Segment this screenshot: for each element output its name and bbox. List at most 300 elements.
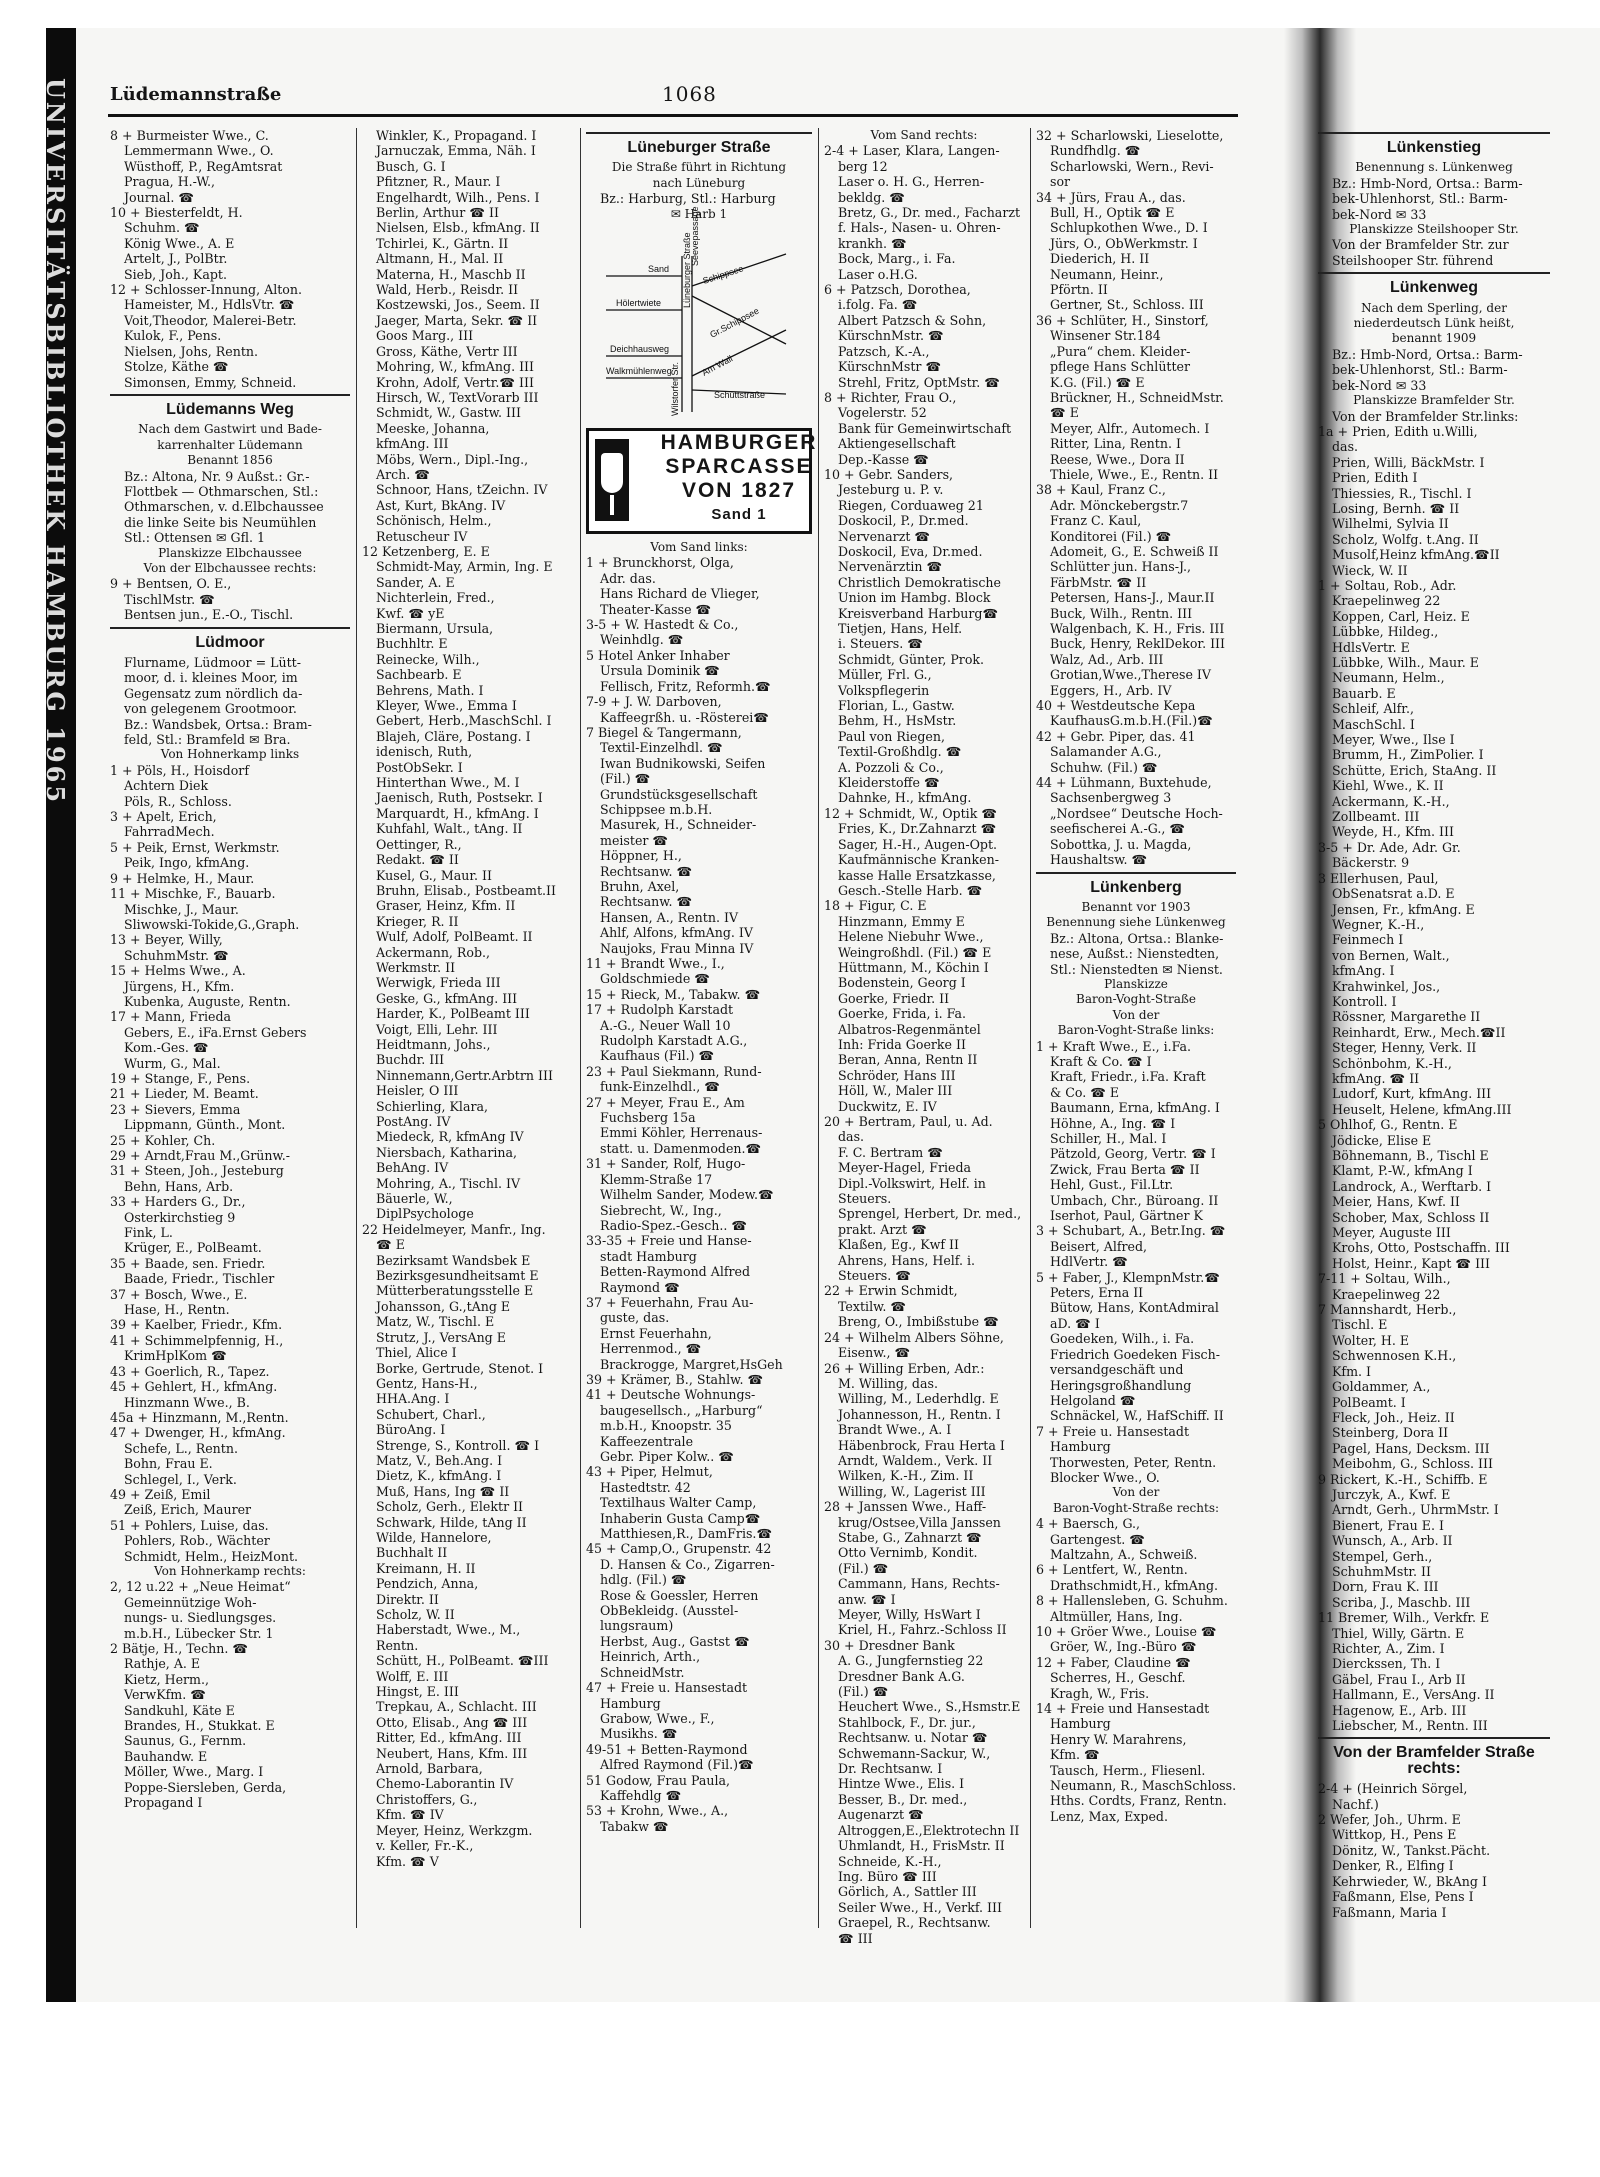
directory-line: Scharlowski, Wern., Revi- [1050, 158, 1214, 174]
directory-line: Krohs, Otto, Postschaffn. III [1332, 1240, 1510, 1256]
directory-line: Haberstadt, Wwe., M., [376, 1622, 521, 1638]
directory-line: Steuers. [838, 1191, 892, 1207]
directory-line: 22 + Erwin Schmidt, [824, 1283, 958, 1299]
directory-line: Eisenw., ☎ [838, 1345, 911, 1361]
directory-line: Pöls, R., Schloss. [124, 793, 232, 809]
directory-line: Dahnke, H., kfmAng. [838, 790, 972, 806]
directory-line: lungsraum) [600, 1618, 674, 1634]
directory-line: Bull, H., Optik ☎ E [1050, 205, 1175, 221]
directory-line: Fellisch, Fritz, Reformh.☎ [600, 678, 771, 694]
directory-line: Willing, M., Lederhdlg. E [838, 1391, 999, 1407]
directory-line: Konditorei (Fil.) ☎ [1050, 528, 1172, 544]
directory-line: Schönbohm, K.-H., [1332, 1055, 1452, 1071]
directory-line: Niersbach, Katharina, [376, 1144, 517, 1160]
directory-line: Voit,Theodor, Malerei-Betr. [124, 312, 297, 328]
directory-line: Prien, Willi, BäckMstr. I [1332, 454, 1485, 470]
directory-line: Chemo-Laborantin IV [376, 1776, 514, 1792]
directory-line: Baade, Friedr., Tischler [124, 1271, 275, 1287]
directory-line: Meyer, Willy, HsWart I [838, 1607, 981, 1622]
directory-line: Kontroll. I [1332, 993, 1397, 1009]
directory-line: Bretz, G., Dr. med., Facharzt [838, 205, 1021, 221]
directory-line: baugesellsch., „Harburg“ [600, 1402, 763, 1418]
directory-line: Schütt, H., PolBeamt. ☎III [376, 1653, 549, 1669]
directory-line: Goos Marg., III [376, 328, 474, 344]
directory-line: 49 + Zeiß, Emil [110, 1486, 211, 1502]
directory-line: Matz, W., Tischl. E [376, 1314, 495, 1330]
directory-line: Ast, Kurt, BkAng. IV [376, 497, 506, 513]
directory-line: Kehrwieder, W., BkAng I [1332, 1873, 1487, 1889]
directory-line: Jarnuczak, Emma, Näh. I [376, 143, 536, 159]
directory-line: krug/Ostsee,Villa Janssen [838, 1514, 1001, 1530]
directory-line: meister ☎ [600, 832, 669, 848]
header-rule [108, 114, 1238, 117]
directory-line: Sander, A. E [376, 574, 455, 590]
map-label: Deichhausweg [610, 344, 670, 355]
directory-line: Heuselt, Helene, kfmAng.III [1332, 1101, 1512, 1117]
directory-line: Hamburg [600, 1695, 661, 1711]
directory-line: Zwick, Frau Berta ☎ II [1050, 1161, 1200, 1177]
directory-line: Willing, W., Lagerist III [838, 1483, 986, 1499]
directory-line: Hastedtstr. 42 [600, 1479, 691, 1495]
directory-line: Dep.-Kasse ☎ [838, 451, 929, 467]
directory-line: 17 + Mann, Frieda [110, 1009, 232, 1025]
directory-line: 13 + Beyer, Willy, [110, 932, 223, 948]
directory-line: Christoffers, G., [376, 1791, 478, 1807]
directory-line: Wieck, W. II [1332, 562, 1408, 578]
directory-line: Wolter, H. E [1332, 1332, 1410, 1348]
directory-line: Schnoor, Hans, tZeichn. IV [376, 482, 548, 498]
directory-line: Kubenka, Auguste, Rentn. [124, 993, 291, 1009]
directory-line: Sobottka, J. u. Magda, [1050, 836, 1192, 852]
directory-line: 8 + Richter, Frau O., [824, 389, 957, 405]
directory-line: Adr. das. [600, 570, 656, 586]
directory-line: ObSenatsrat a.D. E [1332, 886, 1455, 902]
directory-line: Liebscher, M., Rentn. III [1332, 1718, 1488, 1734]
directory-line: Gartengest. ☎ [1050, 1531, 1145, 1547]
directory-line: Pätzold, Georg, Vertr. ☎ I [1050, 1146, 1216, 1162]
directory-line: Landrock, A., Werftarb. I [1332, 1178, 1492, 1194]
directory-line: Bruhn, Axel, [600, 878, 680, 894]
directory-line: Schmidt-May, Armin, Ing. E [376, 559, 553, 575]
directory-line: KaufhausG.m.b.H.(Fil.)☎ [1050, 713, 1213, 729]
directory-line: Hüttmann, M., Köchin I [838, 959, 989, 975]
street-note: Baron-Voght-Straße [1076, 992, 1196, 1007]
directory-line: Mischke, J., Maur. [124, 901, 239, 917]
directory-line: Schmidt, W., Gastw. III [376, 405, 521, 421]
map-label: Wilstorfer Str. [670, 362, 680, 417]
directory-line: 35 + Baade, sen. Friedr. [110, 1255, 266, 1271]
directory-line: Bock, Marg., i. Fa. [838, 251, 956, 267]
directory-line: Hinzmann, Emmy E [838, 913, 965, 929]
directory-line: 11 + Brandt Wwe., I., [586, 956, 725, 971]
directory-line: Jürgens, H., Kfm. [124, 978, 235, 994]
directory-line: Schmidt, Günter, Prok. [838, 651, 985, 667]
directory-line: Hansen, A., Rentn. IV [600, 909, 739, 925]
directory-line: f. Hals-, Nasen- u. Ohren- [838, 220, 1001, 236]
directory-column-3 [586, 128, 818, 1948]
directory-line: 8 + Hallensleben, G. Schuhm. [1036, 1593, 1228, 1609]
directory-line: Bz.: Altona, Ortsa.: Blanke- [1050, 930, 1224, 946]
directory-line: Inh: Frida Goerke II [838, 1036, 966, 1052]
directory-line: Brandes, H., Stukkat. E [124, 1718, 275, 1734]
directory-column-6 [1318, 128, 1550, 1948]
directory-line: funk-Einzelhdl., ☎ [600, 1079, 720, 1095]
directory-line: Steuers. ☎ [838, 1268, 911, 1284]
section-rule [1318, 1737, 1550, 1739]
directory-line: Meeske, Johanna, [376, 420, 490, 436]
directory-line: Artelt, J., PolBtr. [124, 251, 228, 267]
directory-line: Hameister, M., HdlsVtr. ☎ [124, 297, 295, 313]
directory-line: Bz.: Altona, Nr. 9 Außst.: Gr.- [124, 468, 310, 484]
running-head-street: Lüdemannstraße [110, 84, 282, 105]
directory-line: ☎ III [838, 1930, 873, 1946]
directory-line: D. Hansen & Co., Zigarren- [600, 1556, 775, 1572]
directory-line: Wüsthoff, P., RegAmtsrat [124, 158, 283, 174]
directory-line: Schwark, Hilde, tAng II [376, 1514, 527, 1530]
directory-line: Gebert, Herb.,MaschSchl. I [376, 713, 552, 729]
directory-line: Stl.: Ottensen ✉ Gfl. 1 [124, 530, 266, 546]
section-rule [586, 132, 812, 134]
map-label: Gr.Schippsee [708, 305, 761, 340]
directory-line: 25 + Kohler, Ch. [110, 1132, 216, 1148]
directory-line: 38 + Kaul, Franz C., [1036, 482, 1166, 498]
directory-line: Bentsen jun., E.-O., Tischl. [124, 607, 294, 623]
street-heading: Lünkenberg [1090, 878, 1182, 896]
directory-line: Nichterlein, Fred., [376, 590, 495, 606]
directory-line: v. Keller, Fr.-K., [376, 1838, 474, 1854]
directory-line: 6 + Patzsch, Dorothea, [824, 282, 971, 298]
directory-line: Masurek, H., Schneider- [600, 817, 757, 833]
directory-line: 32 + Scharlowski, Lieselotte, [1036, 128, 1224, 143]
directory-line: Hintze Wwe., Elis. I [838, 1776, 965, 1792]
directory-line: 15 + Rieck, M., Tabakw. ☎ [586, 986, 761, 1002]
directory-line: Ernst Feuerhahn, [600, 1325, 712, 1341]
directory-line: Rentn. [376, 1637, 419, 1653]
street-note: Benannt vor 1903 [1081, 899, 1191, 914]
sparcasse-advertisement [586, 428, 818, 534]
directory-line: Hagenow, E., Arb. III [1332, 1702, 1467, 1718]
directory-line: 41 + Deutsche Wohnungs- [586, 1387, 756, 1403]
directory-line: Poppe-Siersleben, Gerda, [124, 1779, 287, 1795]
directory-line: 5 + Faber, J., KlempnMstr.☎ [1036, 1269, 1220, 1285]
directory-line: 29 + Arndt,Frau M.,Grünw.- [110, 1148, 291, 1163]
directory-line: 47 + Dwenger, H., kfmAng. [110, 1425, 286, 1441]
directory-line: Weingroßhdl. (Fil.) ☎ E [838, 944, 992, 960]
directory-line: Kriel, H., Fahrz.-Schloss II [838, 1622, 1007, 1638]
directory-line: Graser, Heinz, Kfm. II [376, 898, 516, 914]
directory-line: Buchhltr. E [376, 636, 448, 652]
directory-line: Hallmann, E., VersAng. II [1332, 1687, 1495, 1703]
directory-line: KrimHplKom ☎ [124, 1348, 227, 1364]
directory-line: Tietjen, Hans, Helf. [838, 621, 963, 636]
directory-line: Kaffehdlg ☎ [600, 1787, 682, 1803]
directory-line: 7-11 + Soltau, Wilh., [1318, 1271, 1451, 1287]
street-note: Benannt 1856 [187, 453, 273, 468]
directory-line: (Fil.) ☎ [838, 1560, 889, 1576]
directory-line: Christlich Demokratische [838, 574, 1001, 590]
directory-line: 3 Ellerhusen, Paul, [1318, 870, 1439, 886]
directory-line: 1a + Prien, Edith u.Willi, [1318, 423, 1478, 439]
directory-line: 7 Mannshardt, Herb., [1318, 1302, 1457, 1318]
directory-line: Goldschmiede ☎ [600, 971, 710, 987]
directory-line: Wilde, Hannelore, [376, 1529, 492, 1545]
directory-line: das. [1332, 439, 1359, 455]
directory-line: Blajeh, Cläre, Postang. I [376, 728, 531, 744]
directory-line: Kiehl, Wwe., K. II [1332, 778, 1444, 794]
directory-line: 18 + Figur, C. E [824, 898, 927, 914]
directory-line: 21 + Lieder, M. Beamt. [110, 1086, 259, 1102]
directory-line: Strehl, Fritz, OptMstr. ☎ [838, 374, 1000, 390]
directory-line: Nielsen, Johs, Rentn. [124, 343, 258, 359]
directory-line: Engelhardt, Wilh., Pens. I [376, 189, 540, 205]
directory-line: 47 + Freie u. Hansestadt [586, 1680, 748, 1696]
directory-line: Ritter, Lina, Rentn. I [1050, 436, 1181, 452]
directory-line: 33 + Harders G., Dr., [110, 1194, 246, 1210]
street-note: Baron-Voght-Straße rechts: [1052, 1500, 1220, 1515]
directory-line: Grabow, Wwe., F., [600, 1710, 715, 1726]
directory-line: Tabakw ☎ [600, 1818, 669, 1834]
directory-line: Eggers, H., Arb. IV [1050, 682, 1172, 698]
directory-line: Jensen, Fr., kfmAng. E [1332, 901, 1475, 917]
directory-line: moor, d. i. kleines Moor, im [124, 670, 298, 686]
directory-line: Feinmech I [1332, 932, 1404, 948]
directory-line: Naujoks, Frau Minna IV [600, 940, 754, 956]
directory-line: Kfm. ☎ V [376, 1853, 439, 1869]
directory-line: Thiel, Willy, Gärtn. E [1332, 1625, 1465, 1641]
street-note: Baron-Voght-Straße links: [1057, 1023, 1215, 1038]
directory-line: Othmarschen, v. d.Elbchaussee [124, 499, 324, 515]
map-label: Walkmühlenweg [606, 366, 672, 377]
directory-line: Henry W. Marahrens, [1050, 1731, 1187, 1747]
directory-line: 51 + Pohlers, Luise, das. [110, 1517, 269, 1533]
directory-line: seefischerei A.-G., ☎ [1050, 821, 1186, 837]
directory-line: Redakt. ☎ II [376, 852, 459, 868]
directory-line: 20 + Bertram, Paul, u. Ad. [824, 1114, 993, 1129]
directory-line: 39 + Krämer, B., Stahlw. ☎ [586, 1371, 764, 1387]
street-entries-lueneburger [586, 540, 812, 1834]
directory-line: Schefe, L., Rentn. [124, 1440, 238, 1456]
directory-line: Krüger, E., PolBeamt. [124, 1240, 262, 1256]
directory-line: Rössner, Margarethe II [1332, 1009, 1481, 1025]
ad-line-1: HAMBURGER [660, 431, 818, 455]
directory-line: Schleif, Alfr., [1332, 701, 1414, 717]
directory-line: Meyer-Hagel, Frieda [838, 1160, 972, 1176]
directory-line: 45a + Hinzmann, M.,Rentn. [110, 1409, 289, 1425]
directory-line: Goldammer, A., [1332, 1379, 1431, 1395]
directory-line: Hingst, E. III [376, 1684, 459, 1700]
street-note: Planskizze Elbchaussee [158, 545, 302, 560]
directory-line: Baumann, Erna, kfmAng. I [1050, 1100, 1220, 1116]
directory-line: Duckwitz, E. IV [838, 1098, 937, 1114]
street-note: Planskizze Bramfelder Str. [1353, 393, 1515, 408]
directory-line: Sieb, Joh., Kapt. [124, 266, 227, 282]
ad-line-4: Sand 1 [711, 506, 767, 524]
directory-line: Gröer, W., Ing.-Büro ☎ [1050, 1639, 1197, 1655]
directory-line: Gesch.-Stelle Harb. ☎ [838, 882, 983, 898]
map-label: Schippsee [701, 263, 745, 286]
directory-line: Stahlbock, F., Dr. jur., [838, 1714, 976, 1730]
directory-line: Wunsch, A., Arb. II [1332, 1533, 1453, 1549]
street-note: Planskizze [1104, 976, 1168, 991]
map-label: Lüneburger Straße [682, 232, 692, 309]
directory-line: Möller, Wwe., Marg. I [124, 1764, 264, 1780]
directory-line: Wittkop, H., Pens E [1332, 1827, 1457, 1843]
directory-line: 1 + Brunckhorst, Olga, [586, 555, 734, 571]
directory-line: Gebr. Piper Kolw.. ☎ [600, 1449, 734, 1464]
directory-line: Bauhandw. E [124, 1748, 208, 1764]
directory-line: Graepel, R., Rechtsanw. [838, 1915, 991, 1931]
directory-line: Altroggen,E.,Elektrotechn II [838, 1822, 1020, 1838]
section-rule [1036, 872, 1236, 874]
street-note: Von Hohnerkamp links [160, 747, 300, 762]
directory-line: guste, das. [600, 1310, 670, 1326]
directory-line: Richter, A., Zim. I [1332, 1641, 1445, 1656]
directory-column-5 [1036, 128, 1236, 1948]
directory-line: Fink, L. [124, 1225, 173, 1241]
directory-line: Buchhalt II [376, 1545, 448, 1561]
directory-line: Möbs, Wern., Dipl.-Ing., [376, 451, 529, 467]
directory-line: Arndt, Gerh., UhrmMstr. I [1332, 1502, 1499, 1518]
directory-line: Meier, Hans, Kwf. II [1332, 1194, 1460, 1210]
map-label: Am Wall [700, 353, 735, 378]
directory-line: 3-5 + Dr. Ade, Adr. Gr. [1318, 839, 1461, 855]
directory-line: Walz, Ad., Arb. III [1050, 651, 1164, 667]
directory-line: Busch, G. I [376, 158, 446, 174]
directory-line: Reinhardt, Erw., Mech.☎II [1332, 1024, 1506, 1040]
column-divider [1030, 128, 1031, 1928]
directory-line: Klaßen, Eg., Kwf II [838, 1237, 959, 1253]
directory-line: 31 + Sander, Rolf, Hugo- [586, 1156, 746, 1172]
directory-line: 1 + Pöls, H., Hoisdorf [110, 762, 249, 778]
directory-line: F. C. Bertram ☎ [838, 1144, 943, 1160]
column-divider [356, 128, 357, 1928]
directory-line: Stempel, Gerh., [1332, 1548, 1433, 1564]
directory-line: Wilhelm Sander, Modew.☎ [600, 1187, 774, 1203]
directory-line: Thiessies, R., Tischl. I [1332, 485, 1472, 501]
directory-line: Hirsch, W., TextVorarb III [376, 389, 539, 405]
directory-line: (Fil.) ☎ [838, 1684, 889, 1700]
directory-line: Beran, Anna, Rentn II [838, 1052, 978, 1068]
directory-line: Scherres, H., Geschf. [1050, 1670, 1186, 1686]
directory-line: Neumann, R., MaschSchloss. [1050, 1778, 1237, 1794]
directory-line: Nielsen, Elsb., kfmAng. II [376, 220, 540, 236]
column-divider [818, 128, 819, 1928]
directory-line: ☎ E [376, 1237, 405, 1253]
directory-line: König Wwe., A. E [124, 235, 235, 251]
directory-line: Heidtmann, Johs., [376, 1036, 491, 1052]
directory-line: 37 + Feuerhahn, Frau Au- [586, 1294, 754, 1310]
directory-line: Schubert, Charl., [376, 1406, 486, 1422]
directory-line: Ackermann, K.-H., [1332, 793, 1450, 809]
ad-line-3: VON 1827 [681, 479, 797, 503]
directory-line: Jaenisch, Ruth, Postsekr. I [376, 790, 543, 806]
directory-line: Tchirlei, K., Gärtn. II [376, 235, 509, 251]
directory-line: 42 + Gebr. Piper, das. 41 [1036, 728, 1196, 744]
directory-line: Strenge, S., Kontroll. ☎ I [376, 1437, 540, 1453]
directory-line: Achtern Diek [124, 778, 209, 794]
directory-line: Harder, K., PolBeamt III [376, 1006, 530, 1022]
directory-line: Bank für Gemeinwirtschaft [838, 420, 1012, 436]
directory-line: Textil-Einzelhdl. ☎ [600, 740, 723, 756]
directory-line: krankh. ☎ [838, 235, 907, 251]
directory-line: A.-G., Neuer Wall 10 [600, 1017, 731, 1033]
directory-line: kfmAng. ☎ II [1332, 1070, 1420, 1086]
directory-line: 2 Wefer, Joh., Uhrm. E [1318, 1812, 1461, 1828]
directory-line: Klamt, P.-W., kfmAng I [1332, 1163, 1473, 1179]
directory-line: Kragh, W., Fris. [1050, 1685, 1150, 1701]
directory-line: Ahlf, Alfons, kfmAng. IV [600, 925, 753, 941]
directory-line: Bienert, Frau E. I [1332, 1517, 1444, 1533]
directory-line: von gelegenem Grootmoor. [124, 701, 297, 717]
directory-line: Ackermann, Rob., [376, 944, 491, 960]
directory-line: Kfm. I [1332, 1363, 1371, 1379]
directory-line: Aktiengesellschaft [838, 436, 956, 452]
directory-line: Kuhfahl, Walt., tAng. II [376, 821, 523, 837]
directory-line: Laser o. H. G., Herren- [838, 174, 985, 190]
directory-line: „Nordsee“ Deutsche Hoch- [1050, 805, 1223, 821]
street-note: Benennung s. Lünkenweg [1355, 160, 1513, 175]
directory-line: kfmAng. III [376, 436, 449, 452]
directory-line: Sachbearb. E [376, 667, 462, 683]
directory-line: 9 + Helmke, H., Maur. [110, 870, 255, 886]
directory-line: Meyer, Alfr., Automech. I [1050, 420, 1210, 436]
directory-line: BehAng. IV [376, 1160, 449, 1176]
directory-line: Scholz, W. II [376, 1607, 455, 1622]
directory-line: Kwf. ☎ yE [376, 605, 445, 621]
street-note: Von der [1112, 1485, 1160, 1500]
directory-line: Ludorf, Kurt, kfmAng. III [1332, 1086, 1492, 1102]
street-note: Vom Sand rechts: [870, 128, 978, 142]
directory-line: Wilhelmi, Sylvia II [1332, 516, 1449, 532]
directory-line: das. [838, 1129, 865, 1145]
directory-line: KürschnMstr. ☎ [838, 328, 944, 344]
directory-line: Schuhm. ☎ [124, 220, 200, 236]
directory-line: Volkspflegerin [838, 682, 930, 698]
directory-line: Schwemann-Sackur, W., [838, 1745, 991, 1761]
directory-line: kfmAng. I [1332, 963, 1395, 979]
directory-line: Johannesson, H., Rentn. I [838, 1406, 1001, 1422]
directory-line: HHA.Ang. I [376, 1391, 450, 1407]
directory-line: 27 + Meyer, Frau E., Am [586, 1094, 745, 1110]
directory-line: Helgoland ☎ [1050, 1392, 1136, 1408]
directory-line: bek-Uhlenhorst, Stl.: Barm- [1332, 362, 1508, 378]
directory-line: Häbenbrock, Frau Herta I [838, 1437, 1005, 1453]
directory-line: Wald, Herb., Reisdr. II [376, 282, 519, 298]
directory-line: anw. ☎ I [838, 1591, 896, 1607]
directory-line: Bohn, Frau E. [124, 1456, 213, 1472]
directory-line: Dorn, Frau K. III [1332, 1579, 1439, 1595]
directory-line: Thiel, Alice I [376, 1345, 457, 1361]
directory-line: 49-51 + Betten-Raymond [586, 1741, 748, 1757]
directory-line: Hamburg [1050, 1439, 1111, 1455]
directory-line: Berlin, Arthur ☎ II [376, 205, 499, 221]
directory-line: Goedeken, Wilh., i. Fa. [1050, 1331, 1195, 1347]
directory-line: TischlMstr. ☎ [124, 591, 215, 607]
directory-line: Arch. ☎ [376, 466, 430, 482]
directory-line: 8 + Burmeister Wwe., C. [110, 128, 269, 143]
directory-line: Kulok, F., Pens. [124, 328, 222, 344]
directory-line: Flurname, Lüdmoor = Lütt- [124, 655, 301, 670]
street-note: Von Hohnerkamp rechts: [154, 1563, 306, 1578]
directory-line: 43 + Piper, Helmut, [586, 1464, 713, 1480]
directory-line: Winsener Str.184 [1050, 328, 1161, 344]
directory-line: Inhaberin Gusta Camp☎ [600, 1510, 761, 1526]
directory-line: Wulf, Adolf, PolBeamt. II [376, 929, 533, 945]
street-note: Benennung siehe Lünkenweg [1046, 915, 1226, 930]
directory-line: Besser, B., Dr. med., [838, 1791, 968, 1807]
directory-line: Ursula Dominik ☎ [600, 663, 720, 679]
directory-line: Radio-Spez.-Gesch.. ☎ [600, 1217, 748, 1233]
